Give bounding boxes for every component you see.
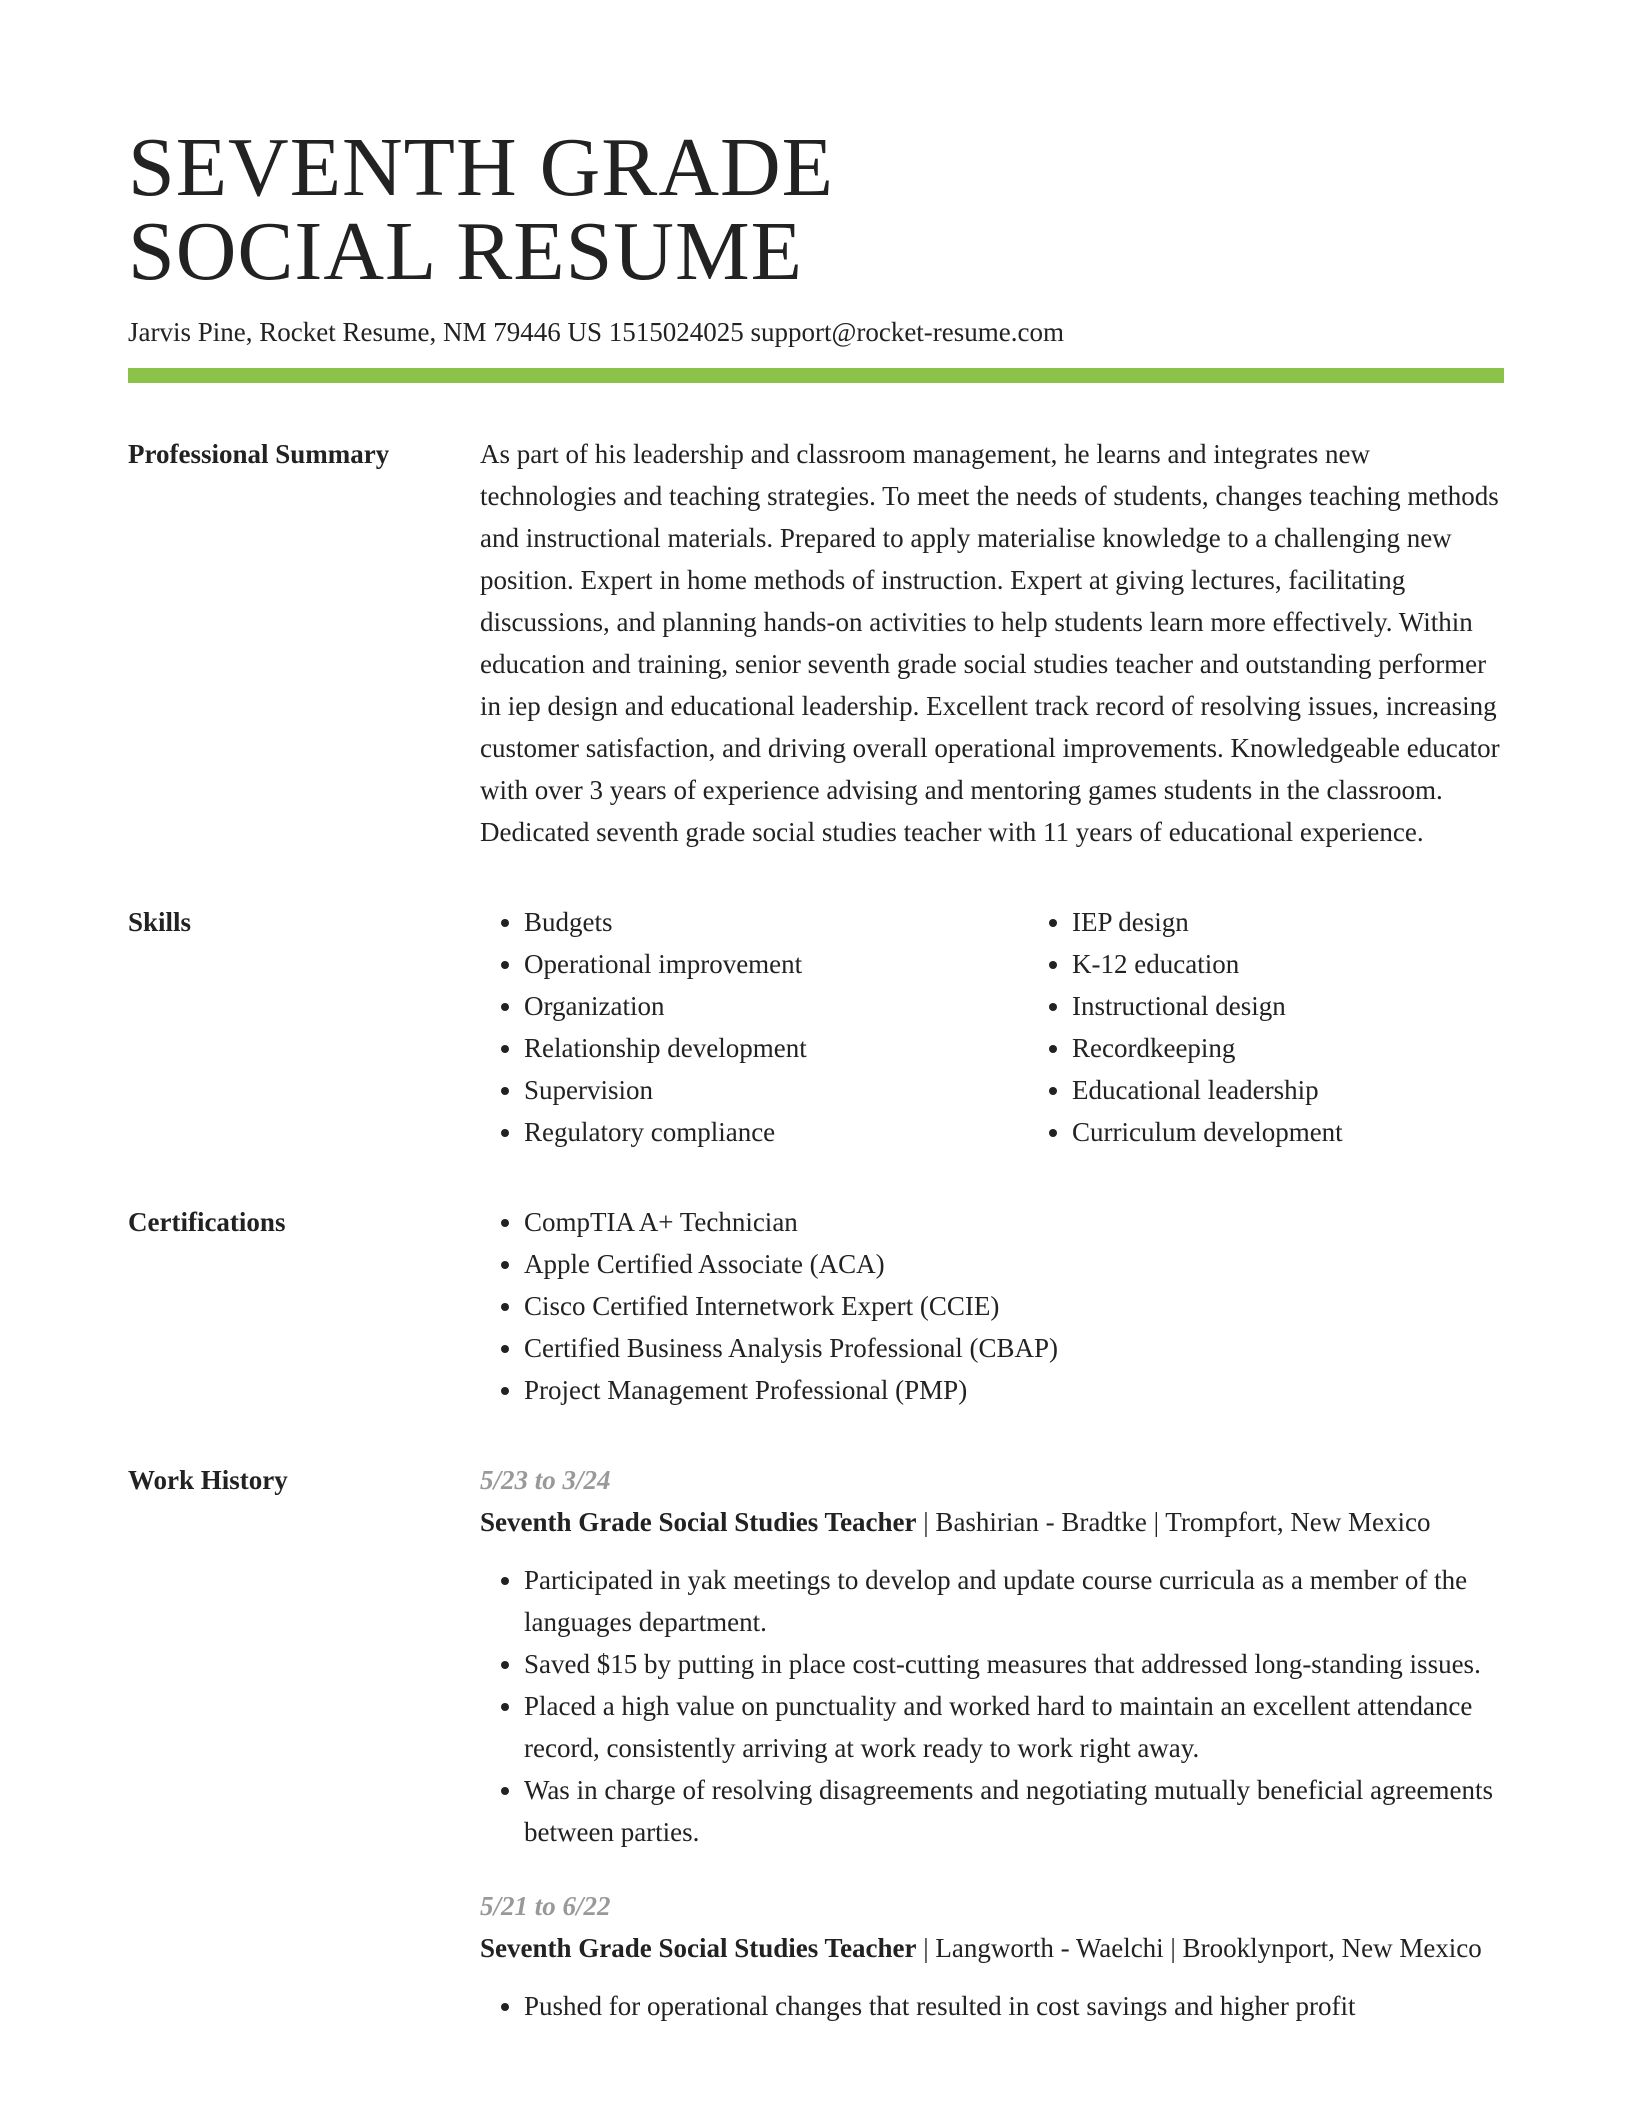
skills-list-right <box>1028 901 1576 1153</box>
job-bullet: • Participated in yak meetings to develop and update course curricula as a member of the languages department. <box>524 1559 1504 1643</box>
skill-item: • Regulatory compliance <box>524 1111 1028 1153</box>
certification-item: • Cisco Certified Internetwork Expert (CCIE) <box>524 1285 1504 1327</box>
job-bullets <box>480 1985 1504 2027</box>
accent-divider <box>128 368 1504 383</box>
resume-title <box>128 121 1504 298</box>
job-entry <box>480 1459 1504 1853</box>
skill-item: • Curriculum development <box>1072 1111 1576 1153</box>
certification-item: • Certified Business Analysis Professional (CBAP) <box>524 1327 1504 1369</box>
skill-item: • Recordkeeping <box>1072 1027 1576 1069</box>
work-history-body <box>480 1459 1504 2027</box>
skill-item: • Educational leadership <box>1072 1069 1576 1111</box>
summary-label: Professional Summary <box>128 439 390 469</box>
skills-label: Skills <box>128 907 192 937</box>
skills-body <box>480 901 1576 1153</box>
summary-body <box>480 433 1504 853</box>
job-dates: 5/23 to 3/24 <box>480 1465 611 1495</box>
job-dates: 5/21 to 6/22 <box>480 1891 611 1921</box>
job-heading <box>480 1501 1504 1543</box>
summary-text: As part of his leadership and classroom management, he learns and integrates new technologies and teaching strategies. To meet the needs of students, changes teaching methods and instructional materials. Prepared to apply materialise knowledge to a challenging new position. Expert in home methods of instruction. Expert at giving lectures, facilitating discussions, and planning hands-on activities to help students learn more effectively. Within education and training, senior seventh grade social studies teacher and outstanding performer in iep design and educational leadership. Excellent track record of resolving issues, increasing customer satisfaction, and driving overall operational improvements. Knowledgeable educator with over 3 years of experience advising and mentoring games students in the classroom. Dedicated seventh grade social studies teacher with 11 years of educational experience. <box>480 439 1500 847</box>
job-title: Seventh Grade Social Studies Teacher <box>480 1933 917 1963</box>
skill-item: • Operational improvement <box>524 943 1028 985</box>
skill-item: • Organization <box>524 985 1028 1027</box>
job-details: | Bashirian - Bradtke | Trompfort, New Mexico <box>916 1507 1431 1537</box>
contact-info: Jarvis Pine, Rocket Resume, NM 79446 US 1515024025 support@rocket-resume.com <box>128 317 1064 347</box>
certifications-label: Certifications <box>128 1207 286 1237</box>
job-bullet: • Was in charge of resolving disagreements and negotiating mutually beneficial agreements between parties. <box>524 1769 1504 1853</box>
skill-item: • Supervision <box>524 1069 1028 1111</box>
skills-list-left <box>480 901 1028 1153</box>
job-bullet: • Placed a high value on punctuality and worked hard to maintain an excellent attendance record, consistently arriving at work ready to work right away. <box>524 1685 1504 1769</box>
certifications-body <box>480 1201 1504 1411</box>
skill-item: • K-12 education <box>1072 943 1576 985</box>
work-history-section <box>128 1459 1504 2027</box>
job-entry <box>480 1885 1504 2027</box>
skill-item: • IEP design <box>1072 901 1576 943</box>
job-heading <box>480 1927 1504 1969</box>
certification-item: • Apple Certified Associate (ACA) <box>524 1243 1504 1285</box>
job-bullet: • Saved $15 by putting in place cost-cutting measures that addressed long-standing issues. <box>524 1643 1504 1685</box>
job-bullet: • Pushed for operational changes that resulted in cost savings and higher profit <box>524 1985 1504 2027</box>
job-title: Seventh Grade Social Studies Teacher <box>480 1507 917 1537</box>
title-line-1: SEVENTH GRADE <box>128 121 834 214</box>
certifications-list <box>480 1201 1504 1411</box>
skill-item: • Relationship development <box>524 1027 1028 1069</box>
certifications-section <box>128 1201 1504 1411</box>
job-details: | Langworth - Waelchi | Brooklynport, New Mexico <box>916 1933 1482 1963</box>
certification-item: • Project Management Professional (PMP) <box>524 1369 1504 1411</box>
skill-item: • Budgets <box>524 901 1028 943</box>
certification-item: • CompTIA A+ Technician <box>524 1201 1504 1243</box>
title-line-2: SOCIAL RESUME <box>128 205 803 298</box>
job-bullets <box>480 1559 1504 1853</box>
work-history-label: Work History <box>128 1465 288 1495</box>
skill-item: • Instructional design <box>1072 985 1576 1027</box>
skills-section <box>128 901 1504 1153</box>
summary-section <box>128 433 1504 853</box>
resume-page <box>128 121 1504 2027</box>
